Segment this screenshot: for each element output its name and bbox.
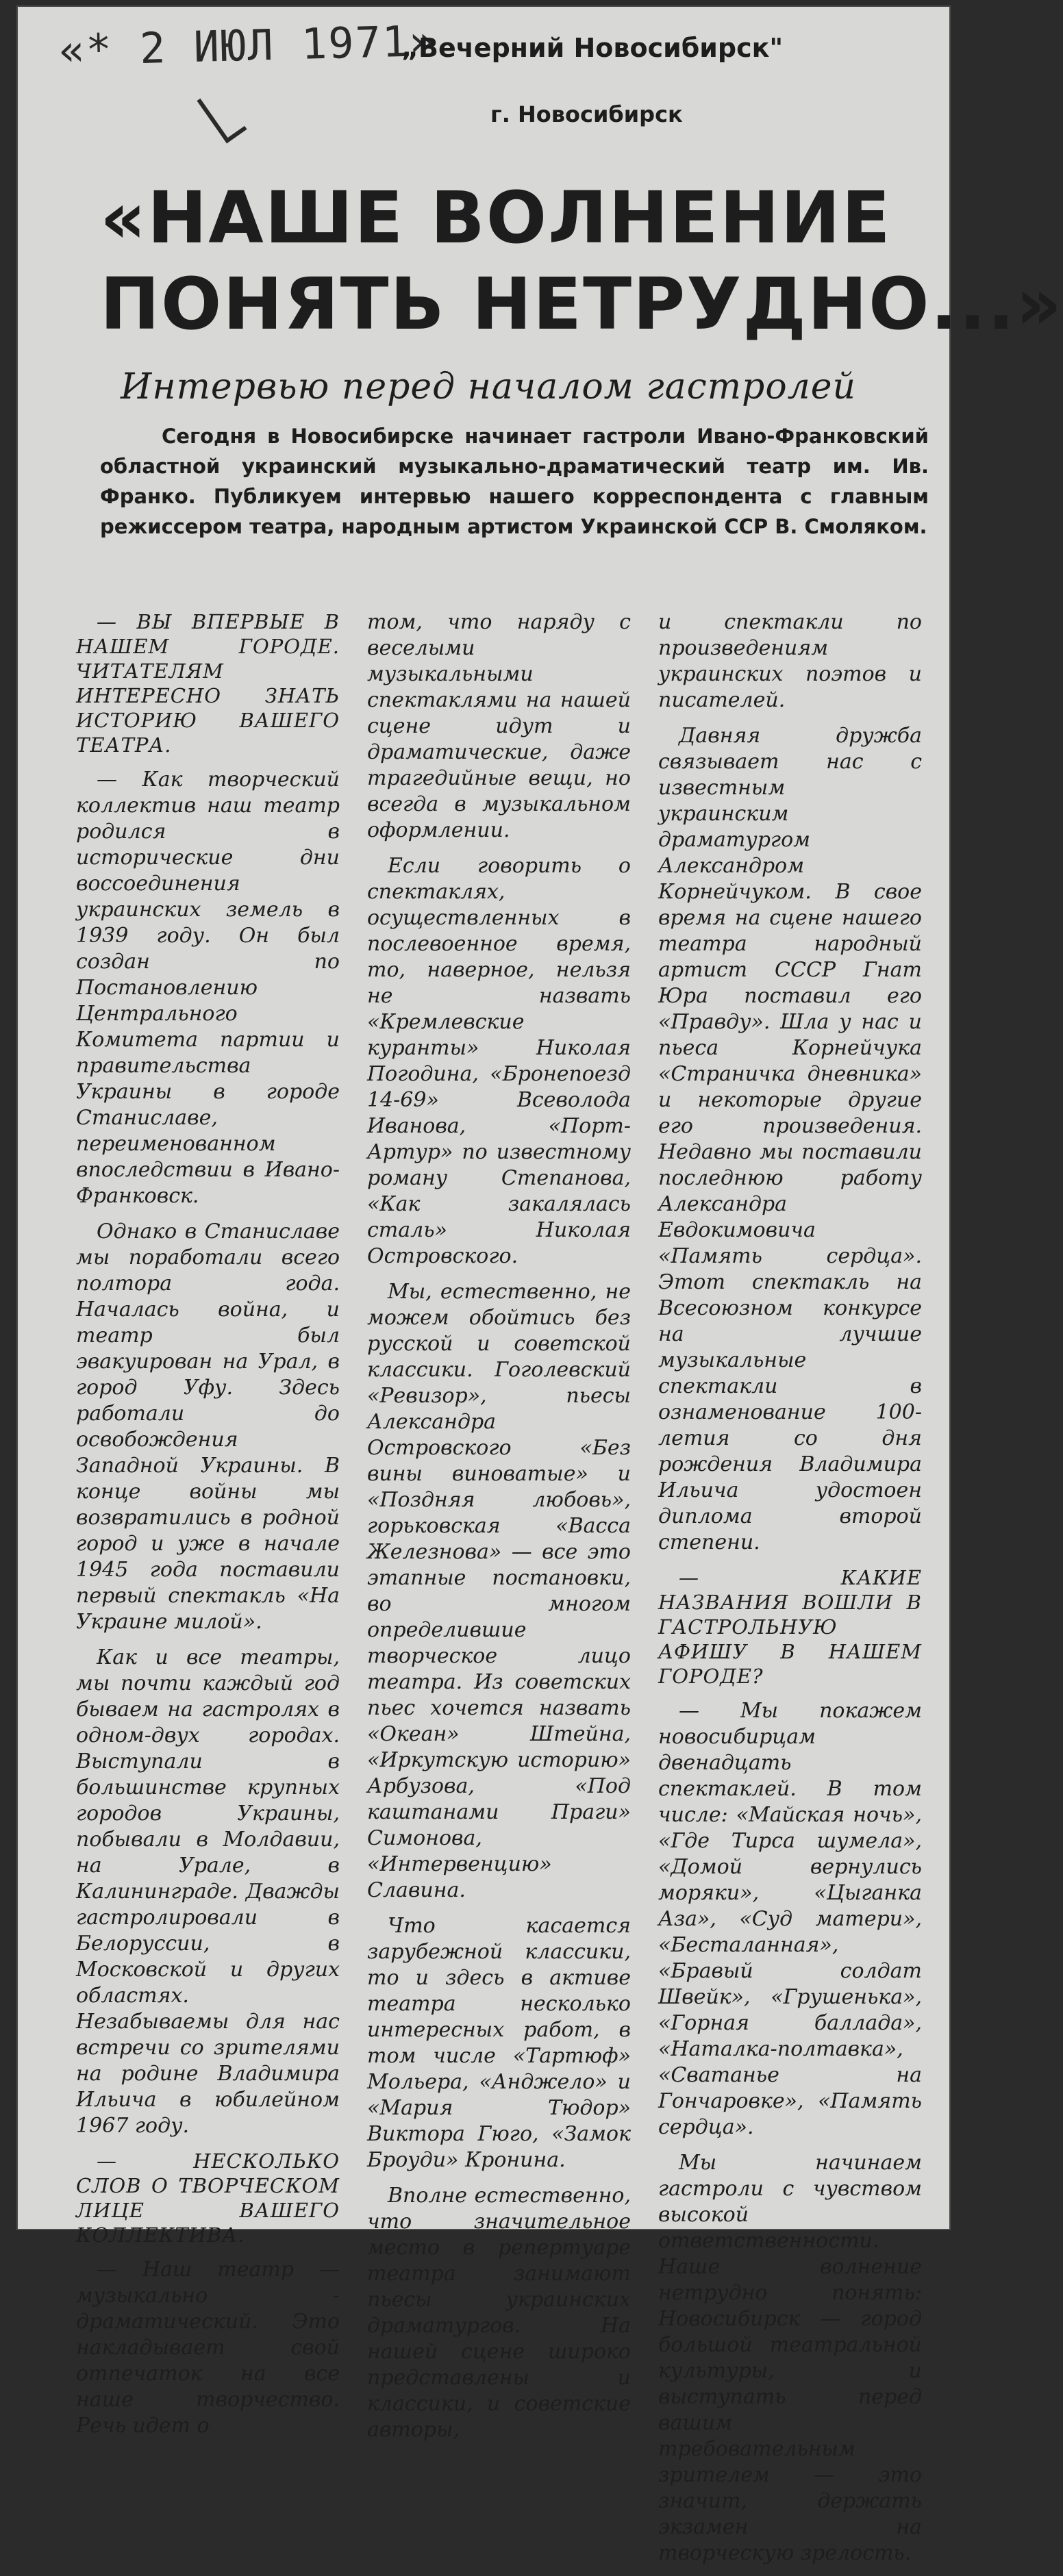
question: — НЕСКОЛЬКО СЛОВ О ТВОРЧЕСКОМ ЛИЦЕ ВАШЕГО КОЛЛЕКТИВА. — [76, 2149, 340, 2247]
article-column-2 — [367, 609, 631, 2453]
paragraph: и спектакли по произведениям украинских поэтов и писателей. — [658, 610, 922, 712]
question: — КАКИЕ НАЗВАНИЯ ВОШЛИ В ГАСТРОЛЬНУЮ АФИШУ В НАШЕМ ГОРОДЕ? — [658, 1566, 922, 1688]
article-column-3 — [658, 609, 922, 2576]
newspaper-name: „Вечерний Новосибирск" — [401, 33, 784, 63]
paragraph: Вполне естественно, что значительное место в репертуаре театра занимают пьесы украинских драматургов. На нашей сцене широко представлены и классики, и советские авторы, — [367, 2184, 631, 2442]
subtitle: Интервью перед началом гастролей — [121, 366, 857, 407]
article-column-1 — [76, 609, 340, 2449]
date-stamp: «* 2 ИЮЛ 1971» — [58, 15, 437, 76]
paragraph: Что касается зарубежной классики, то и здесь в активе театра несколько интересных работ, в том числе «Тартюф» Мольера, «Анджело» и «Мария Тюдор» Виктора Гюго, «Замок Броуди» Кронина. — [367, 1914, 631, 2172]
headline-line-1: «НАШЕ ВОЛНЕНИЕ — [100, 176, 892, 260]
question: — ВЫ ВПЕРВЫЕ В НАШЕМ ГОРОДЕ. ЧИТАТЕЛЯМ ИНТЕРЕСНО ЗНАТЬ ИСТОРИЮ ВАШЕГО ТЕАТРА. — [76, 610, 340, 757]
paragraph: Мы, естественно, не можем обойтись без русской и советской классики. Гоголевский «Ревизор», пьесы Александра Островского «Без вины виноватые» и «Поздняя любовь», горьковская «Васса Железнова» — все это этапные постановки, во многом определившие творческое лицо театра. Из советских пьес хочется назвать «Океан» Штейна, «Иркутскую историю» Арбузова, «Под каштанами Праги» Симонова, «Интервенцию» Славина. — [367, 1280, 631, 1902]
newspaper-city: г. Новосибирск — [490, 101, 683, 127]
paragraph: Как и все театры, мы почти каждый год бываем на гастролях в одном-двух городах. Выступали в большинстве крупных городов Украины, побывали в Молдавии, на Урале, в Калининграде. Дважды гастролировали в Белоруссии, в Московской и других областях. Незабываемы для нас встречи со зрителями на родине Владимира Ильича в юбилейном 1967 году. — [76, 1645, 340, 2138]
newspaper-clipping — [18, 7, 1063, 2565]
paragraph: Давняя дружба связывает нас с известным украинским драматургом Александром Корнейчуком. В свое время на сцене нашего театра народный артист СССР Гнат Юра поставил его «Правду». Шла у нас и пьеса Корнейчука «Страничка дневника» и некоторые другие его произведения. Недавно мы поставили последнюю работу Александра Евдокимовича «Память сердца». Этот спектакль на Всесоюзном конкурсе на лучшие музыкальные спектакли в ознаменование 100-летия со дня рождения Владимира Ильича удостоен диплома второй степени. — [658, 724, 922, 1554]
paragraph: том, что наряду с веселыми музыкальными спектаклями на нашей сцене идут и драматические, даже трагедийные вещи, но всегда в музыкальном оформлении. — [367, 610, 631, 842]
headline — [100, 175, 1063, 347]
paragraph: Если говорить о спектаклях, осуществленных в послевоенное время, то, наверное, нельзя не назвать «Кремлевские куранты» Николая Погодина, «Бронепоезд 14-69» Всеволода Иванова, «Порт-Артур» по известному роману Степанова, «Как закалялась сталь» Николая Островского. — [367, 854, 631, 1268]
paragraph: Мы начинаем гастроли с чувством высокой ответственности. Наше волнение нетрудно понять: Новосибирск — город большой театральной культуры, и выступать перед вашим требовательным зрителем — это значит, держать экзамен на творческую зрелость. — [658, 2151, 922, 2565]
headline-line-2: ПОНЯТЬ НЕТРУДНО...» — [100, 262, 1063, 346]
lead-paragraph: Сегодня в Новосибирске начинает гастроли Ивано-Франковский областной украинский музыкально-драматический театр им. Ив. Франко. Публикуем интервью нашего корреспондента с главным режиссером театра, народным артистом Украинской ССР В. Смоляком. — [100, 425, 929, 538]
paragraph: — Мы покажем новосибирцам двенадцать спектаклей. В том числе: «Майская ночь», «Где Тирса шумела», «Домой вернулись моряки», «Цыганка Аза», «Суд матери», «Бесталанная», «Бравый солдат Швейк», «Грушенька», «Горная баллада», «Наталка-полтавка», «Сватанье на Гончаровке», «Память сердца». — [658, 1699, 922, 2139]
check-mark-icon — [197, 87, 247, 144]
paragraph: — Наш театр — музыкально - драматический. Это накладывает свой отпечаток на все наше творчество. Речь идет о — [76, 2258, 340, 2438]
paragraph: Однако в Станиславе мы поработали всего полтора года. Началась война, и театр был эвакуирован на Урал, в город Уфу. Здесь работали до освобождения Западной Украины. В конце войны мы возвратились в родной город и уже в начале 1945 года поставили первый спектакль «На Украине милой». — [76, 1220, 340, 1634]
paragraph: — Как творческий коллектив наш театр родился в исторические дни воссоединения украинских земель в 1939 году. Он был создан по Постановлению Центрального Комитета партии и правительства Украины в городе Станиславе, переименованном впоследствии в Ивано-Франковск. — [76, 768, 340, 1208]
